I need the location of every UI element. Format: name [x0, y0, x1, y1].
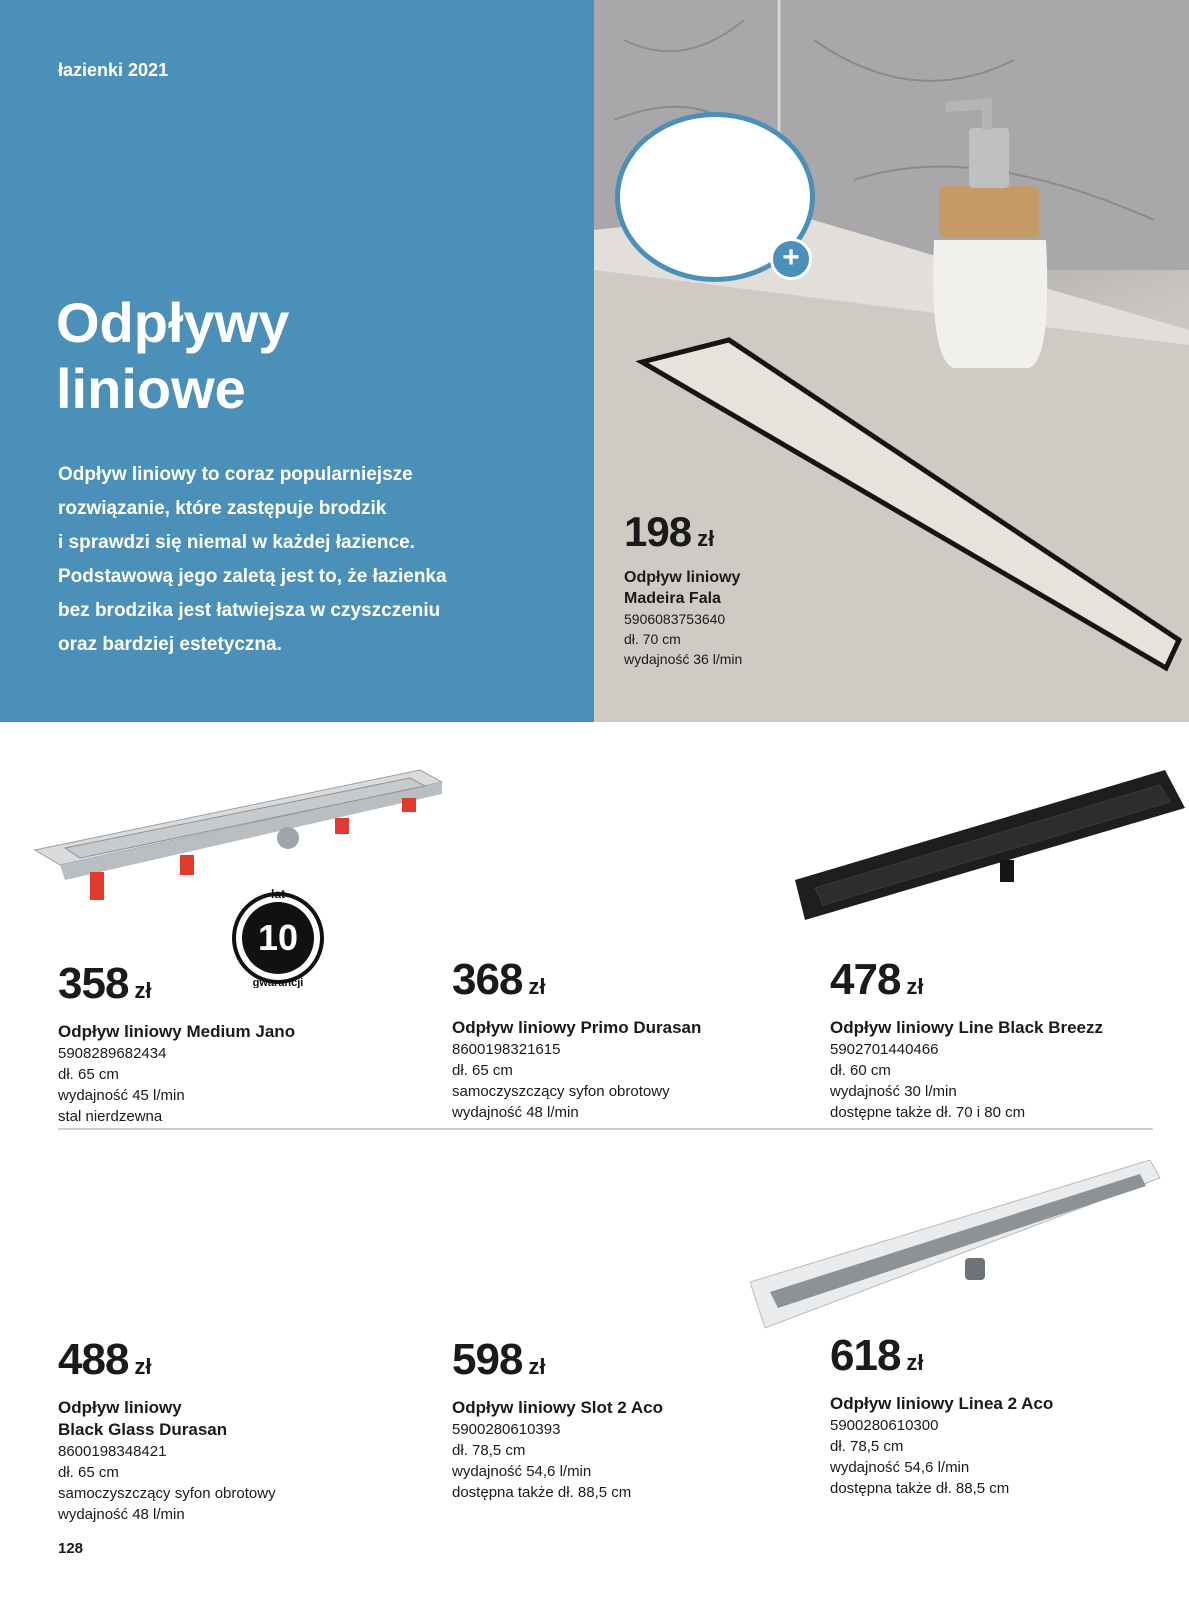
dispenser-pump	[969, 128, 1009, 188]
plus-icon[interactable]: +	[770, 238, 812, 280]
intro-line: Odpływ liniowy to coraz popularniejsze	[58, 464, 413, 485]
title-line-1: Odpływy	[56, 291, 290, 354]
product-attr: samoczyszczący syfon obrotowy	[452, 1083, 670, 1100]
product-name: Odpływ liniowy Black Glass Durasan	[58, 1398, 228, 1439]
product-ean: 5902701440466	[830, 1041, 939, 1058]
product-attr: wydajność 30 l/min	[830, 1083, 957, 1100]
product-attr: dł. 78,5 cm	[452, 1442, 526, 1459]
badge-number: 10	[257, 917, 299, 958]
price: 488 zł	[58, 1335, 152, 1384]
divider	[58, 1128, 1153, 1130]
product-ean: 5906083753640	[624, 611, 726, 627]
intro-text	[58, 458, 528, 662]
featured-product	[624, 510, 824, 669]
product-attr: wydajność 54,6 l/min	[830, 1459, 970, 1476]
product-name: Odpływ liniowy Line Black Breezz	[830, 1018, 1104, 1037]
badge-top-text: lat	[270, 888, 286, 901]
product-name: Odpływ liniowy Primo Durasan	[452, 1018, 702, 1037]
price: 368 zł	[452, 955, 546, 1004]
product-attr: dostępna także dł. 88,5 cm	[830, 1480, 1010, 1497]
drain-image-linea-aco	[750, 1160, 1170, 1340]
price: 478 zł	[830, 955, 924, 1004]
price: 618 zł	[830, 1331, 924, 1380]
product-attr: samoczyszczący syfon obrotowy	[58, 1485, 276, 1502]
product-attr: dł. 65 cm	[58, 1464, 119, 1481]
product-attr: dł. 60 cm	[830, 1062, 891, 1079]
title-line-2: liniowe	[56, 357, 246, 420]
product-ean: 5900280610300	[830, 1417, 939, 1434]
dispenser-body	[933, 240, 1047, 368]
product-attr: dostępna także dł. 88,5 cm	[452, 1484, 632, 1501]
dispenser-wood	[939, 186, 1039, 238]
product-ean: 8600198348421	[58, 1443, 167, 1460]
intro-line: oraz bardziej estetyczna.	[58, 634, 282, 655]
product-attr: dł. 65 cm	[58, 1066, 119, 1083]
intro-line: rozwiązanie, które zastępuje brodzik	[58, 498, 387, 519]
product-card	[452, 955, 702, 1123]
product-name: Odpływ liniowy Linea 2 Aco	[830, 1394, 1054, 1413]
product-attr: wydajność 54,6 l/min	[452, 1463, 592, 1480]
product-name: Odpływ liniowy Slot 2 Aco	[452, 1398, 663, 1417]
product-attr: stal nierdzewna	[58, 1108, 163, 1125]
badge-bottom-text: gwarancji	[252, 977, 304, 988]
price: 198 zł	[624, 508, 715, 555]
page-title	[56, 290, 289, 422]
price: 358 zł	[58, 959, 152, 1008]
product-card	[452, 1335, 663, 1503]
drain-image-line-black	[795, 770, 1189, 950]
product-attr: dł. 65 cm	[452, 1062, 513, 1079]
product-ean: 5908289682434	[58, 1045, 167, 1062]
product-attr: wydajność 48 l/min	[58, 1506, 185, 1523]
product-card	[830, 1331, 1054, 1499]
product-attr: wydajność 48 l/min	[452, 1104, 579, 1121]
price: 598 zł	[452, 1335, 546, 1384]
intro-line: Podstawową jego zaletą jest to, że łazienka	[58, 566, 447, 587]
product-ean: 5900280610393	[452, 1421, 561, 1438]
intro-line: bez brodzika jest łatwiejsza w czyszczeniu	[58, 600, 441, 621]
product-name: Odpływ liniowy Madeira Fala	[624, 569, 741, 607]
page-number: 128	[58, 1540, 84, 1557]
product-length: dł. 70 cm	[624, 631, 681, 647]
product-card	[58, 959, 296, 1127]
product-ean: 8600198321615	[452, 1041, 561, 1058]
product-card	[58, 1335, 276, 1525]
intro-line: i sprawdzi się niemal w każdej łazience.	[58, 532, 415, 553]
product-card	[830, 955, 1104, 1123]
product-attr: wydajność 45 l/min	[58, 1087, 185, 1104]
section-tag: łazienki 2021	[58, 60, 169, 80]
product-capacity: wydajność 36 l/min	[624, 651, 743, 667]
product-attr: dostępne także dł. 70 i 80 cm	[830, 1104, 1026, 1121]
product-name: Odpływ liniowy Medium Jano	[58, 1022, 296, 1041]
product-attr: dł. 78,5 cm	[830, 1438, 904, 1455]
